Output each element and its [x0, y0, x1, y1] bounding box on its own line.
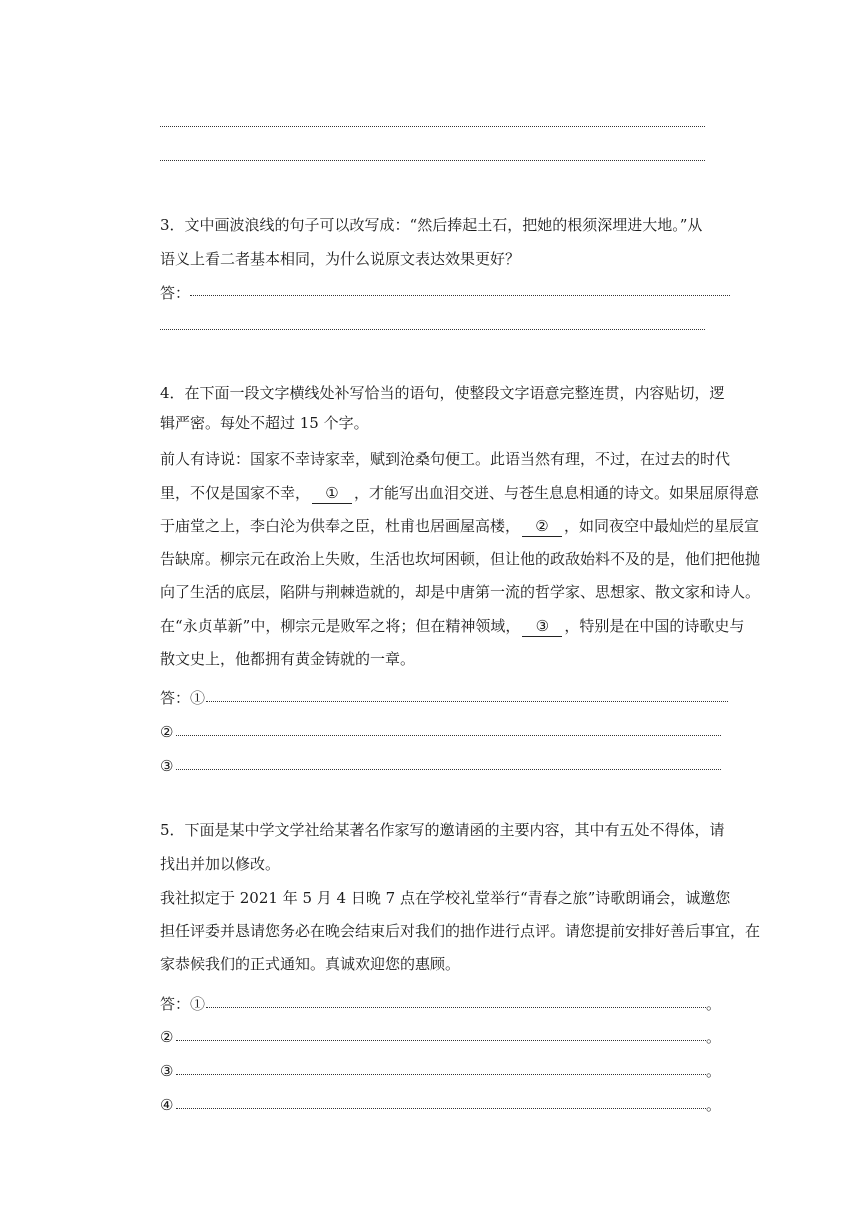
q5-answer-2-line[interactable]	[176, 1040, 706, 1041]
q5-answer-2-label: ②	[160, 1028, 174, 1046]
blank-1[interactable]: ①	[312, 483, 352, 504]
q4-text-line1: 4．在下面一段文字横线处补写恰当的语句，使整段文字语意完整连贯，内容贴切，逻	[160, 384, 725, 402]
q5-answer-1-period: 。	[706, 995, 722, 1013]
q5-text-line1: 5．下面是某中学文学社给某著名作家写的邀请函的主要内容，其中有五处不得体，请	[160, 821, 725, 839]
q4-passage-line2	[160, 483, 759, 504]
q4-answer-3-line[interactable]	[176, 769, 721, 770]
q3-text-line1: 3．文中画波浪线的句子可以改写成：“然后捧起土石，把她的根须深埋进大地。”从	[160, 216, 703, 234]
q4-passage-text: ，如同夜空中最灿烂的星辰宣	[564, 517, 760, 535]
blank-3[interactable]: ③	[522, 616, 562, 637]
q5-answer-4-label: ④	[160, 1096, 174, 1114]
q5-text-line2: 找出并加以修改。	[160, 855, 281, 873]
q5-answer-3-line[interactable]	[176, 1074, 706, 1075]
q3-answer-label: 答：	[160, 284, 191, 302]
q5-letter-line2: 担任评委并恳请您务必在晚会结束后对我们的拙作进行点评。请您提前安排好善后事宜，在	[160, 922, 761, 940]
answer-line-prev-1[interactable]	[160, 126, 705, 127]
q4-answer-2-line[interactable]	[176, 735, 721, 736]
q4-passage-text: 于庙堂之上，李白沦为供奉之臣，杜甫也居画屋高楼，	[160, 517, 521, 535]
q4-passage-text: ，才能写出血泪交迸、与苍生息息相通的诗文。如果屈原得意	[354, 484, 760, 502]
q4-passage-line6	[160, 616, 744, 637]
q5-answer-2-period: 。	[706, 1028, 722, 1046]
q3-text-line2: 语义上看二者基本相同，为什么说原文表达效果更好？	[160, 250, 521, 268]
q4-passage-text: ，特别是在中国的诗歌史与	[564, 617, 745, 635]
q4-answer-1-line[interactable]	[206, 701, 728, 702]
q5-answer-4-period: 。	[706, 1096, 722, 1114]
q5-answer-4-line[interactable]	[176, 1108, 706, 1109]
q4-passage-text: 在“永贞革新”中，柳宗元是败军之将；但在精神领域，	[160, 617, 521, 635]
blank-2[interactable]: ②	[522, 516, 562, 537]
q3-answer-line-1[interactable]	[190, 295, 730, 296]
q3-answer-line-2[interactable]	[160, 329, 705, 330]
q4-passage-line1: 前人有诗说：国家不幸诗家幸，赋到沧桑句便工。此语当然有理，不过，在过去的时代	[160, 450, 731, 468]
q4-answer-3-label: ③	[160, 757, 174, 775]
q4-answer-1-label: 答：①	[160, 689, 206, 707]
answer-line-prev-2[interactable]	[160, 160, 705, 161]
q4-passage-text: 里，不仅是国家不幸，	[160, 484, 311, 502]
q5-answer-1-label: 答：①	[160, 995, 206, 1013]
q5-letter-line3: 家恭候我们的正式通知。真诚欢迎您的惠顾。	[160, 955, 461, 973]
q5-answer-3-period: 。	[706, 1062, 722, 1080]
q5-answer-1-line[interactable]	[206, 1007, 706, 1008]
q5-letter-line1: 我社拟定于 2021 年 5 月 4 日晚 7 点在学校礼堂举行“青春之旅”诗歌朗诵会，诚邀您	[160, 889, 731, 907]
q4-text-line2: 辑严密。每处不超过 15 个字。	[160, 414, 369, 432]
q4-passage-line7: 散文史上，他都拥有黄金铸就的一章。	[160, 650, 416, 668]
q4-passage-line3	[160, 516, 759, 537]
q4-passage-line4: 告缺席。柳宗元在政治上失败，生活也坎坷困顿，但让他的政敌始料不及的是，他们把他抛	[160, 550, 761, 568]
q4-passage-line5: 向了生活的底层，陷阱与荆棘造就的，却是中唐第一流的哲学家、思想家、散文家和诗人。	[160, 583, 761, 601]
q4-answer-2-label: ②	[160, 723, 174, 741]
q5-answer-3-label: ③	[160, 1062, 174, 1080]
